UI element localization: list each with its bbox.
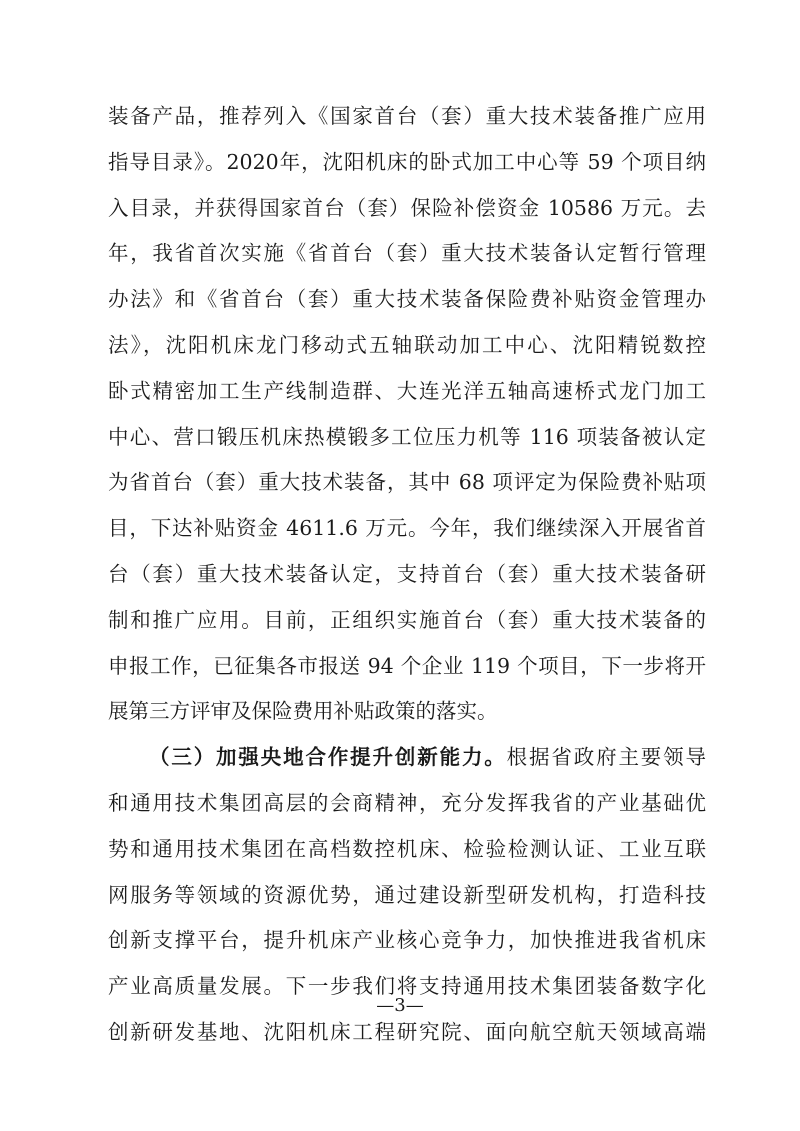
text-line: 目，下达补贴资金 4611.6 万元。今年，我们继续深入开展省首 [108, 516, 706, 541]
heading-continuation: 根据省政府主要领导 [506, 745, 707, 770]
text-line: 和通用技术集团高层的会商精神，充分发挥我省的产业基础优 [108, 790, 706, 815]
body-text [108, 94, 706, 1056]
text-line: 产业高质量发展。下一步我们将支持通用技术集团装备数字化 [108, 974, 706, 999]
text-line: 卧式精密加工生产线制造群、大连光洋五轴高速桥式龙门加工 [108, 378, 706, 403]
text-line: 台（套）重大技术装备认定，支持首台（套）重大技术装备研 [108, 561, 706, 586]
text-line: 入目录，并获得国家首台（套）保险补偿资金 10586 万元。去 [108, 195, 706, 220]
text-line: 网服务等领域的资源优势，通过建设新型研发机构，打造科技 [108, 882, 706, 907]
text-line [108, 735, 706, 781]
text-line: 装备产品，推荐列入《国家首台（套）重大技术装备推广应用 [108, 104, 706, 128]
text-line: 为省首台（套）重大技术装备，其中 68 项评定为保险费补贴项 [108, 470, 706, 495]
text-line: 中心、营口锻压机床热模锻多工位压力机等 116 项装备被认定 [108, 424, 706, 449]
text-line: 势和通用技术集团在高档数控机床、检验检测认证、工业互联 [108, 836, 706, 861]
text-line: 办法》和《省首台（套）重大技术装备保险费补贴资金管理办 [108, 287, 706, 312]
page-number: —3— [376, 995, 424, 1016]
text-line: 申报工作，已征集各市报送 94 个企业 119 个项目，下一步将开 [108, 653, 706, 678]
text-line: 法》，沈阳机床龙门移动式五轴联动加工中心、沈阳精锐数控 [108, 332, 706, 357]
text-line: 年，我省首次实施《省首台（套）重大技术装备认定暂行管理 [108, 241, 706, 266]
paragraph-1 [108, 94, 706, 735]
text-line: 制和推广应用。目前，正组织实施首台（套）重大技术装备的 [108, 607, 706, 632]
section-heading: （三）加强央地合作提升创新能力。 [149, 745, 507, 770]
text-line: 指导目录》。2020年，沈阳机床的卧式加工中心等 59 个项目纳 [108, 149, 706, 174]
text-line: 展第三方评审及保险费用补贴政策的落实。 [108, 699, 498, 724]
text-line: 创新支撑平台，提升机床产业核心竞争力，加快推进我省机床 [108, 928, 706, 953]
text-line: 创新研发基地、沈阳机床工程研究院、面向航空航天领域高端 [108, 1019, 706, 1044]
